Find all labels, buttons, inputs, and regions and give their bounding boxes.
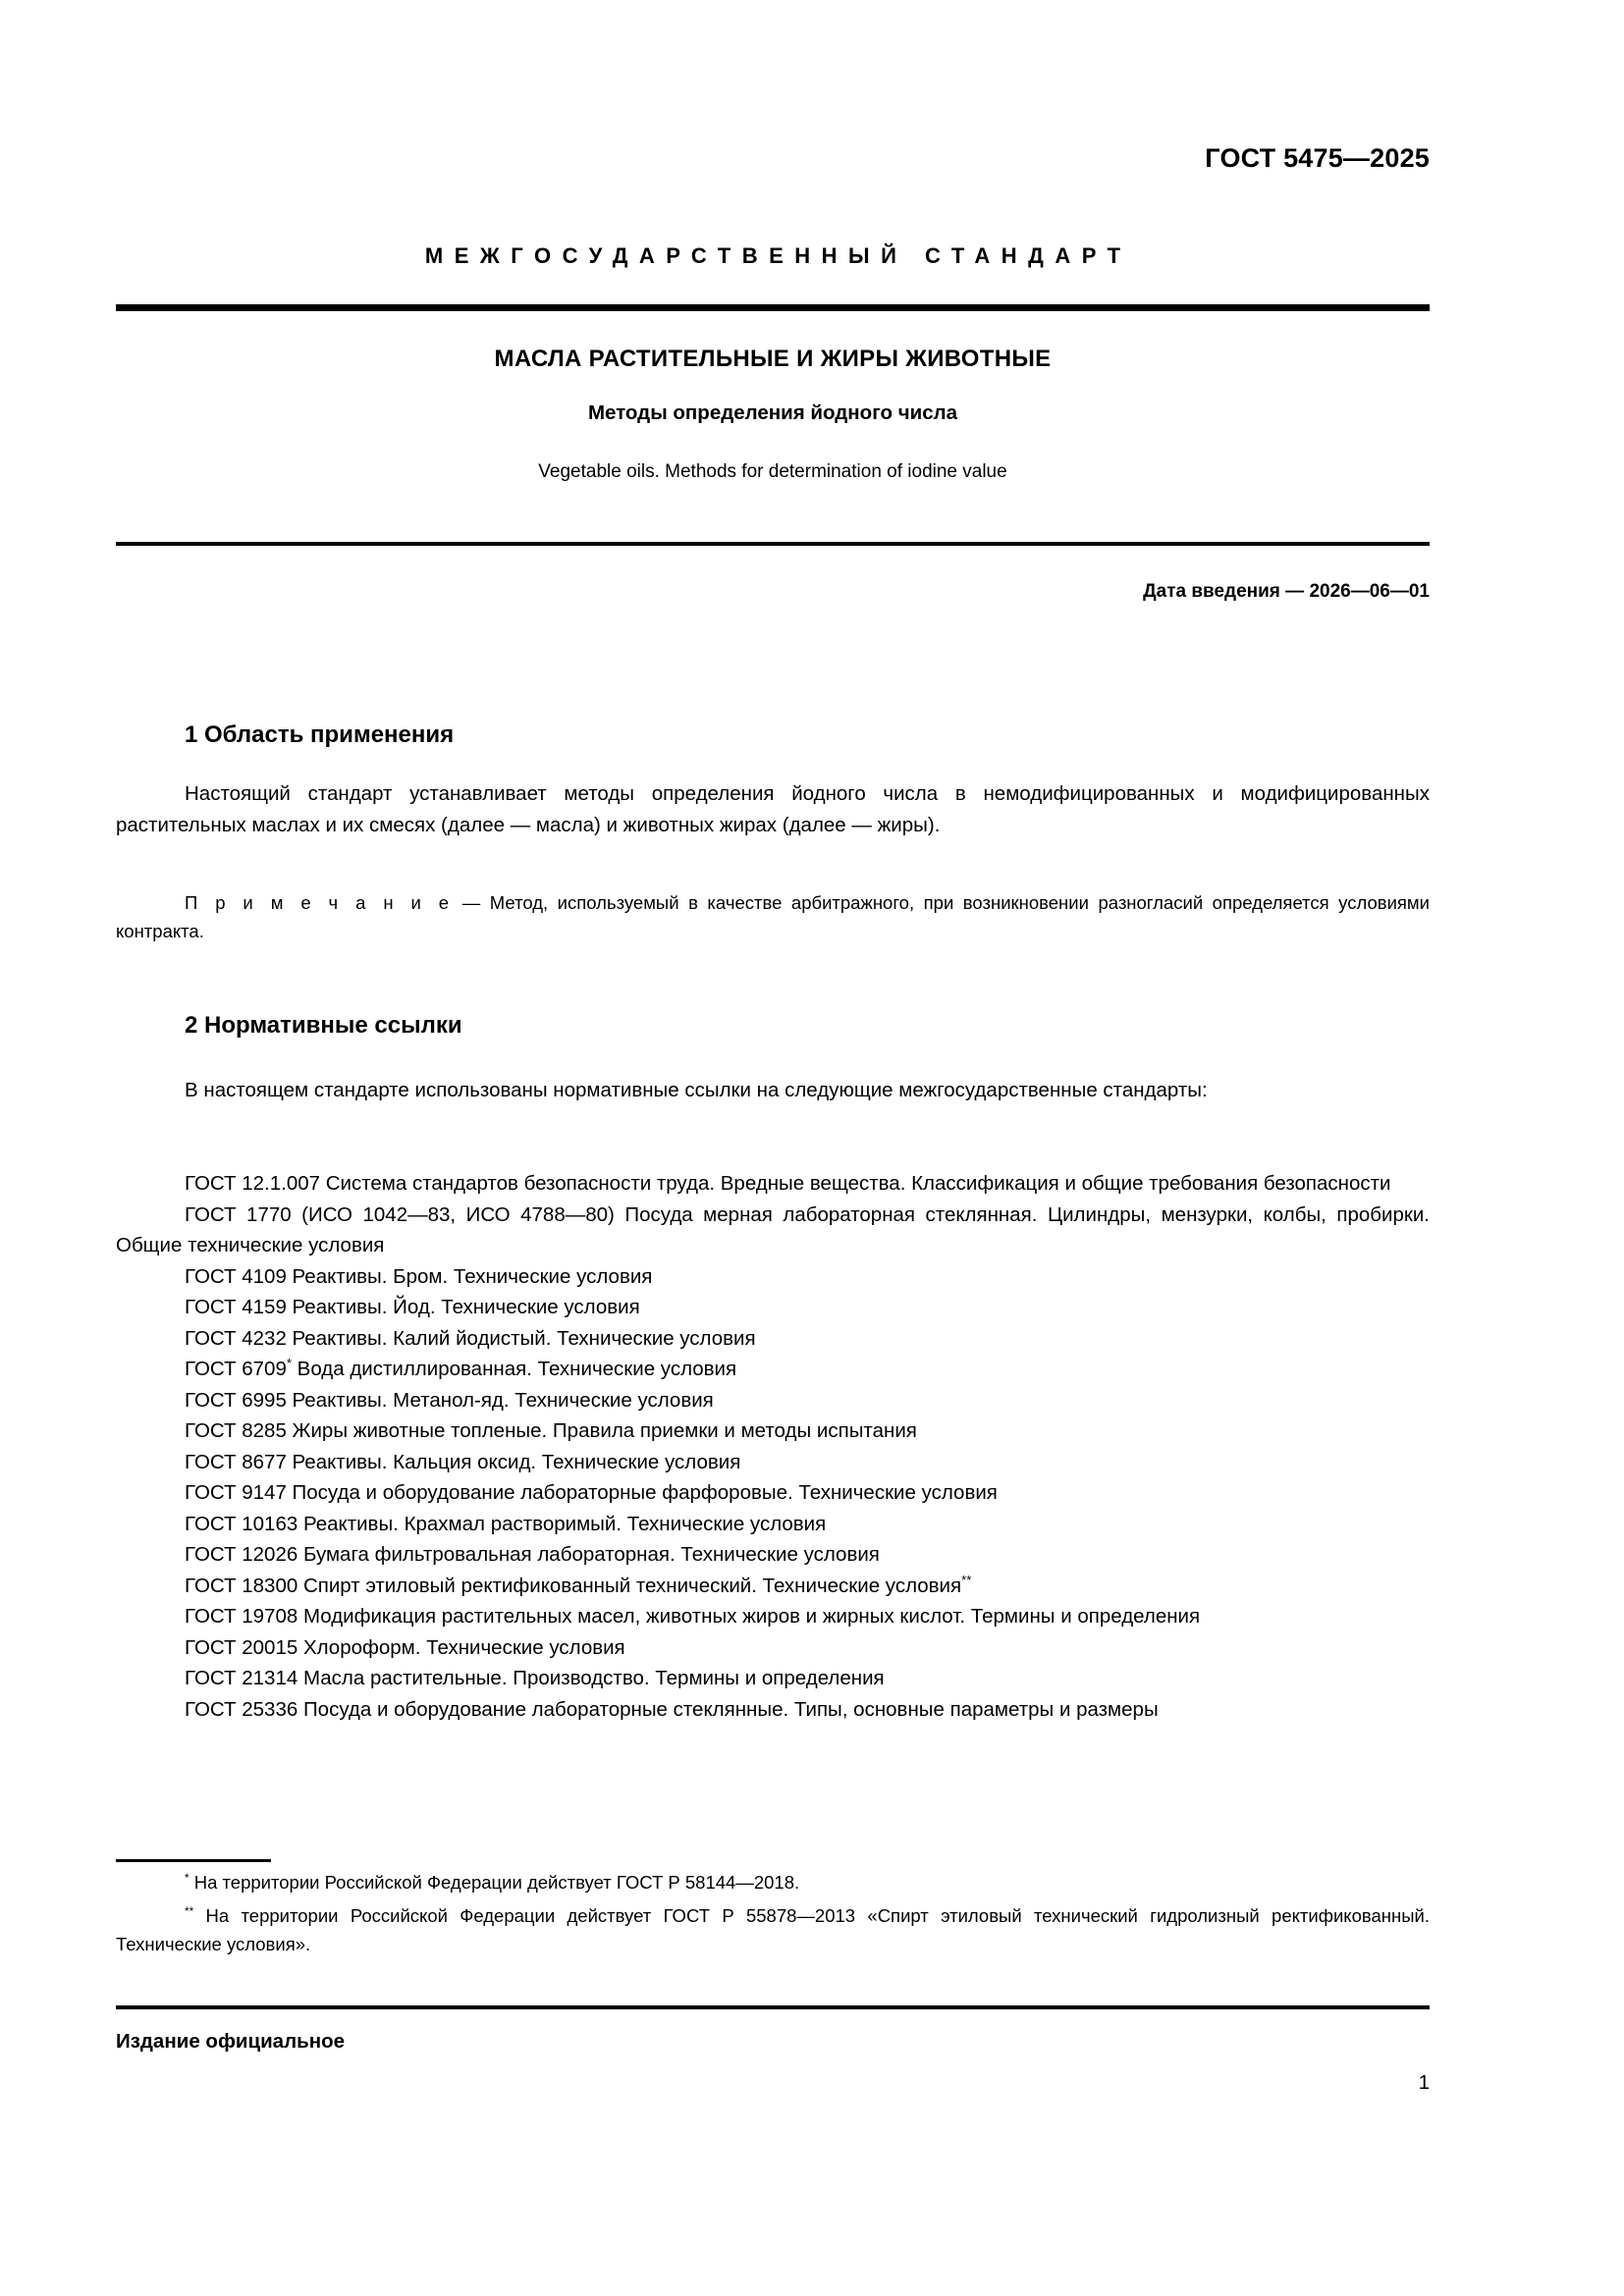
reference-item: ГОСТ 21314 Масла растительные. Производство. Термины и определения [185,1667,885,1689]
reference-item: ГОСТ 1770 (ИСО 1042—83, ИСО 4788—80) Посуда мерная лабораторная стеклянная. Цилиндры, мензурки, колбы, пробирки. Общие технические условия [116,1202,1430,1256]
section-heading-references: 2 Нормативные ссылки [185,1012,462,1039]
reference-item: ГОСТ 8677 Реактивы. Кальция оксид. Технические условия [185,1450,741,1473]
section-heading-scope: 1 Область применения [185,721,455,748]
footnote-marker: * [286,1356,292,1371]
footnote-marker: * [185,1870,189,1885]
reference-item: ГОСТ 25336 Посуда и оборудование лабораторные стеклянные. Типы, основные параметры и размеры [185,1697,1159,1721]
reference-item: ГОСТ 18300 Спирт этиловый ректификованный технический. Технические условия** [185,1572,972,1597]
note-label: П р и м е ч а н и е [185,892,454,913]
reference-item: ГОСТ 12.1.007 Система стандартов безопасности труда. Вредные вещества. Классификация и общие требования безопасности [185,1172,1391,1195]
normative-references-list [116,1168,1430,1725]
standard-number: ГОСТ 5475—2025 [1205,143,1430,173]
footnote-separator [116,1859,271,1862]
reference-item: ГОСТ 8285 Жиры животные топленые. Правила приемки и методы испытания [185,1419,917,1442]
reference-item: ГОСТ 4109 Реактивы. Бром. Технические условия [185,1264,653,1288]
footnote: * На территории Российской Федерации действует ГОСТ Р 58144—2018. [185,1870,800,1893]
header-rule-bottom [116,542,1430,546]
note-text: — Метод, используемый в качестве арбитражного, при возникновении разногласий определяется условиями контракта. [116,892,1430,941]
reference-item: ГОСТ 9147 Посуда и оборудование лабораторные фарфоровые. Технические условия [185,1481,998,1504]
reference-item: ГОСТ 6709* Вода дистиллированная. Технические условия [185,1356,737,1380]
reference-item: ГОСТ 10163 Реактивы. Крахмал растворимый. Технические условия [185,1512,827,1535]
reference-item: ГОСТ 4159 Реактивы. Йод. Технические условия [185,1296,640,1318]
document-kind-banner: МЕЖГОСУДАРСТВЕННЫЙ СТАНДАРТ [424,243,1132,268]
reference-item: ГОСТ 4232 Реактивы. Калий йодистый. Технические условия [185,1326,756,1350]
footnote-marker: ** [961,1572,972,1587]
title-block [116,346,1430,483]
reference-item: ГОСТ 20015 Хлороформ. Технические условия [185,1635,625,1659]
footnote-marker: ** [185,1903,194,1918]
footnote: ** На территории Российской Федерации действует ГОСТ Р 55878—2013 «Спирт этиловый технический гидролизный ректификованный. Технические условия». [116,1903,1430,1954]
title-english: Vegetable oils. Methods for determination of iodine value [538,461,1007,482]
page-number: 1 [1418,2071,1430,2094]
references-intro-paragraph: В настоящем стандарте использованы нормативные ссылки на следующие межгосударственные стандарты: [185,1079,1208,1101]
introduction-date: Дата введения — 2026—06—01 [1143,581,1430,602]
title-subtitle: Методы определения йодного числа [587,401,958,424]
reference-item: ГОСТ 19708 Модификация растительных масел, животных жиров и жирных кислот. Термины и определения [185,1605,1201,1628]
title-main: МАСЛА РАСТИТЕЛЬНЫЕ И ЖИРЫ ЖИВОТНЫЕ [494,346,1052,372]
scope-note [116,888,1430,945]
reference-item: ГОСТ 12026 Бумага фильтровальная лабораторная. Технические условия [185,1543,880,1566]
official-edition-label: Издание официальное [116,2030,346,2053]
scope-paragraph: Настоящий стандарт устанавливает методы определения йодного числа в немодифицированных и модифицированных растительных маслах и их смесях (далее — масла) и животных жирах (далее — жиры). [116,782,1430,836]
header-rule-top [116,304,1430,311]
reference-item: ГОСТ 6995 Реактивы. Метанол-яд. Технические условия [185,1388,714,1412]
footer-rule [116,2005,1430,2009]
footnotes-block [116,1868,1430,1958]
